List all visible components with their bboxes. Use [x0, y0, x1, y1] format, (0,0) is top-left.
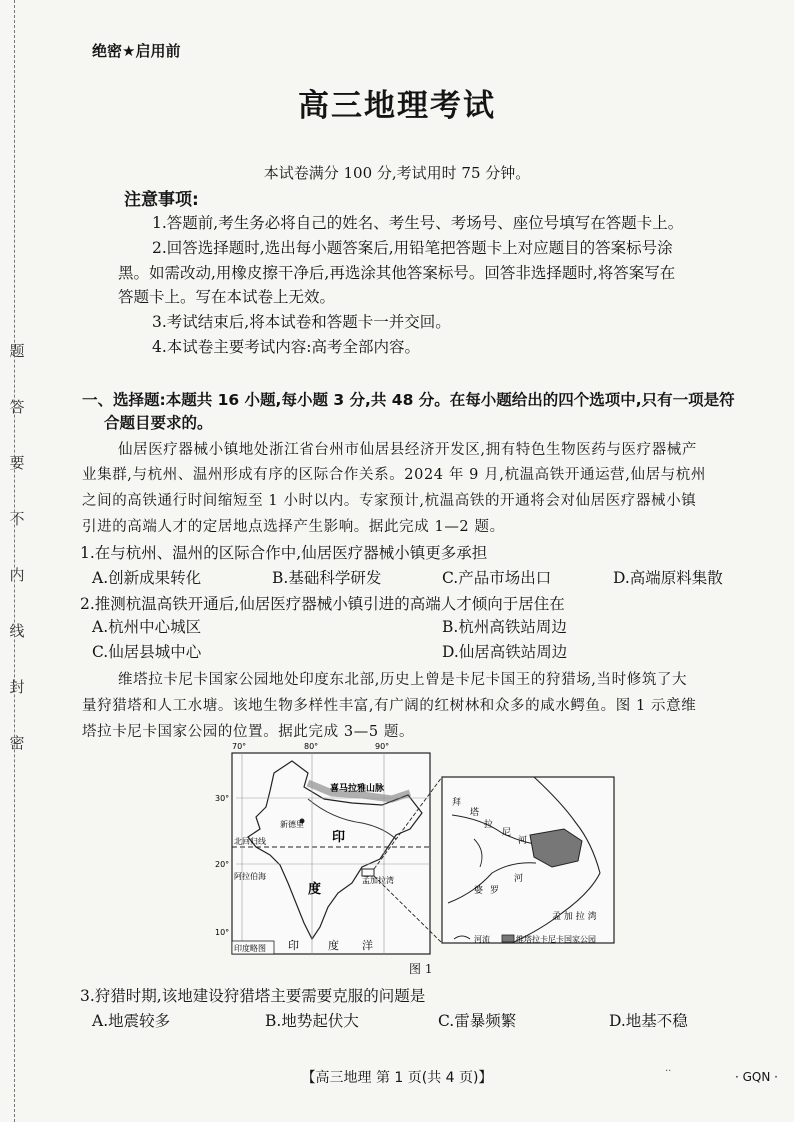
lat-label: 10°	[215, 928, 230, 937]
passage-line: 塔拉卡尼卡国家公园的位置。据此完成 3—5 题。	[82, 724, 415, 740]
q2-option-a: A.杭州中心城区	[92, 618, 202, 636]
river-label: 尼	[502, 828, 512, 838]
indian-ocean-label: 度	[328, 939, 339, 952]
question-3-stem: 3.狩猎时期,该地建设狩猎塔主要需要克服的问题是	[80, 987, 426, 1005]
q3-option-b: B.地势起伏大	[265, 1012, 359, 1030]
river-label: 罗	[490, 886, 500, 896]
india-map	[215, 743, 442, 954]
passage-line: 引进的高端人才的定居地点选择产生影响。据此完成 1—2 题。	[82, 519, 505, 535]
legend-river: 河流	[474, 935, 490, 944]
lat-label: 30°	[215, 794, 230, 803]
inset-name: 印度略图	[234, 944, 266, 953]
q3-option-a: A.地震较多	[92, 1012, 171, 1030]
bay-of-bengal-label: 孟加拉湾	[362, 876, 394, 885]
arabian-sea-label: 阿拉伯海	[234, 872, 266, 881]
page-title: 高三地理考试	[298, 88, 496, 124]
indian-ocean-label: 印	[288, 939, 299, 952]
paper-code: · GQN ·	[735, 1070, 778, 1084]
binding-char: 封	[9, 678, 25, 696]
page-footer: 【高三地理 第 1 页(共 4 页)】	[301, 1070, 493, 1086]
himalaya-label: 喜马拉雅山脉	[330, 784, 385, 794]
notice-line: 4.本试卷主要考试内容:高考全部内容。	[152, 338, 421, 356]
bay-label: 孟 加 拉 湾	[552, 912, 597, 922]
q1-option-c: C.产品市场出口	[442, 569, 552, 587]
tropic-label: 北回归线	[234, 837, 266, 846]
binding-char: 题	[9, 342, 25, 360]
passage-line: 业集群,与杭州、温州形成有序的区际合作关系。2024 年 9 月,杭温高铁开通运营,仙居与杭州	[82, 467, 706, 483]
notice-line: 答题卡上。写在本试卷上无效。	[118, 288, 336, 306]
q2-option-b: B.杭州高铁站周边	[442, 618, 567, 636]
river-label: 拉	[484, 820, 494, 830]
q1-option-b: B.基础科学研发	[272, 569, 382, 587]
notice-line: 2.回答选择题时,选出每小题答案后,用铅笔把答题卡上对应题目的答案标号涂	[152, 239, 673, 257]
indian-ocean-label: 洋	[362, 939, 373, 952]
binding-warning	[6, 340, 28, 788]
lon-label: 80°	[304, 743, 319, 751]
q1-option-d: D.高端原料集散	[613, 569, 723, 587]
q2-option-c: C.仙居县城中心	[92, 643, 202, 661]
lon-label: 90°	[375, 743, 390, 751]
notice-line: 1.答题前,考生务必将自己的姓名、考生号、考场号、座位号填写在答题卡上。	[152, 214, 684, 232]
lat-label: 20°	[215, 860, 230, 869]
figure-1-map	[212, 743, 630, 959]
binding-char: 内	[9, 566, 25, 584]
passage-line: 维塔拉卡尼卡国家公园地处印度东北部,历史上曾是卡尼卡国王的狩猎场,当时修筑了大	[118, 672, 688, 688]
notice-line: 3.考试结束后,将本试卷和答题卡一并交回。	[152, 313, 451, 331]
q1-option-a: A.创新成果转化	[92, 569, 202, 587]
question-1-stem: 1.在与杭州、温州的区际合作中,仙居医疗器械小镇更多承担	[80, 544, 488, 562]
delhi-label: 新德里	[280, 820, 304, 829]
river-label: 河	[514, 874, 524, 884]
binding-char: 答	[9, 398, 25, 416]
passage-line: 量狩猎塔和人工水塘。该地生物多样性丰富,有广阔的红树林和众多的咸水鳄鱼。图 1 示意维	[82, 698, 697, 714]
binding-char: 密	[9, 734, 25, 752]
exam-info: 本试卷满分 100 分,考试用时 75 分钟。	[263, 164, 531, 182]
lon-label: 70°	[232, 743, 247, 751]
section-heading: 合题目要求的。	[104, 414, 213, 432]
india-label-2: 度	[308, 882, 322, 897]
river-label: 拜	[452, 798, 462, 808]
footer-dots: ··	[665, 1066, 672, 1077]
binding-char: 不	[9, 510, 25, 528]
legend-park: 维塔拉卡尼卡国家公园	[516, 935, 596, 944]
section-heading: 一、选择题:本题共 16 小题,每小题 3 分,共 48 分。在每小题给出的四个选项中,只有一项是符	[82, 391, 735, 409]
binding-char: 线	[9, 622, 25, 640]
passage-line: 仙居医疗器械小镇地处浙江省台州市仙居县经济开发区,拥有特色生物医药与医疗器械产	[118, 442, 698, 458]
river-label: 婆	[474, 886, 484, 896]
notice-heading: 注意事项:	[124, 190, 199, 210]
india-label-1: 印	[332, 830, 346, 845]
park-detail-map	[442, 777, 614, 944]
notice-line: 黑。如需改动,用橡皮擦干净后,再选涂其他答案标号。回答非选择题时,将答案写在	[118, 264, 676, 282]
river-label: 河	[518, 836, 528, 846]
q2-option-d: D.仙居高铁站周边	[442, 643, 568, 661]
question-2-stem: 2.推测杭温高铁开通后,仙居医疗器械小镇引进的高端人才倾向于居住在	[80, 595, 565, 613]
figure-caption: 图 1	[409, 962, 433, 976]
binding-char: 要	[9, 454, 25, 472]
q3-option-d: D.地基不稳	[609, 1012, 688, 1030]
river-label: 塔	[470, 808, 480, 818]
confidential-label: 绝密★启用前	[92, 42, 181, 60]
q3-option-c: C.雷暴频繁	[438, 1012, 517, 1030]
passage-line: 之间的高铁通行时间缩短至 1 小时以内。专家预计,杭温高铁的开通将会对仙居医疗器械小镇	[82, 493, 697, 509]
